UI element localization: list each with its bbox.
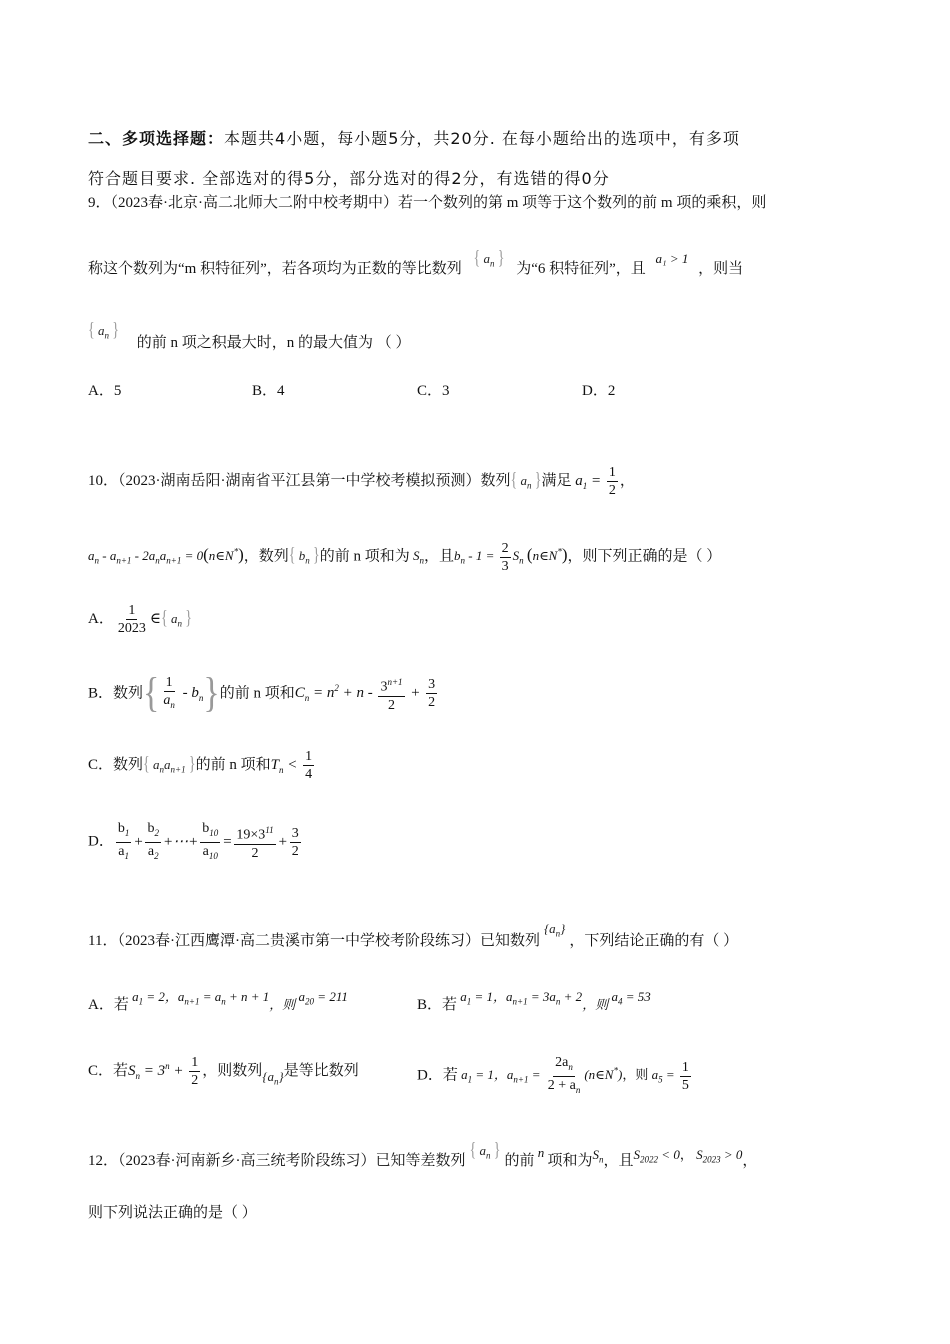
q9-option-a[interactable]: A．5 (88, 383, 122, 399)
q12-text-2: 则下列说法正确的是（ ） (88, 1205, 257, 1221)
q10-a1-label: $a_1$ = (571, 472, 605, 491)
q9-number: 9． (88, 195, 111, 211)
q9-text-1: 若一个数列的第 m 项等于这个数列的前 m 项的乘积，则 (398, 195, 767, 211)
q10-text-2d: ，则下列正确的是（ ） (567, 548, 722, 565)
q10-optC-label: C． (88, 756, 114, 773)
q10-optD-label: D． (88, 833, 114, 850)
q10-optA-fraction: $\frac{1}{2023}$ (117, 603, 146, 636)
q10-optC-text-a: 数列 (113, 756, 144, 773)
q9-line3 (88, 320, 411, 359)
q9-line1 (88, 192, 766, 214)
q9-line2 (88, 248, 744, 285)
q9-option-b[interactable]: B．4 (252, 383, 285, 399)
q10-optB-formula: $C_n = n^2 + n$ - $\frac{3^{n+1}}{2}$ + $\frac{3}{2}$ (295, 685, 439, 701)
q9-option-c[interactable]: C．3 (417, 383, 450, 399)
q10-text-2a: ，数列 (243, 548, 289, 565)
q9-a1-condition: a₁ > 1 (655, 251, 689, 266)
q11-line1 (88, 921, 739, 957)
q9-source: （2023春·北京·高二北师大二附中校考期中） (110, 195, 399, 211)
q10-optC-formula: $T_n$ < $\frac{1}{4}$ (270, 749, 313, 782)
q11-seq-an: $\{a_n\}$ (543, 921, 566, 939)
q10-optC-text-b: 的前 n 项和 (195, 756, 271, 773)
q9-text-2a: 称这个数列为“m 积特征列”，若各项均为正数的等比数列 (88, 261, 462, 277)
q12-text-1e: ， (742, 1153, 758, 1169)
q10-line2 (88, 540, 721, 575)
q10-optB-brace-left: { (143, 670, 160, 717)
q9-text-2c: ，则当 (698, 261, 744, 277)
q12-text-1a: 已知等差数列 (375, 1153, 466, 1169)
q11-text-1b: ，下列结论正确的有（ ） (569, 933, 739, 949)
q11-optD-label: D．若 (417, 1067, 458, 1084)
section-title: 二、多项选择题： (88, 129, 225, 148)
q11-option-b[interactable] (417, 989, 651, 1021)
q10-optB-label: B． (88, 685, 114, 702)
q12-text-1d: ，且 (603, 1153, 634, 1169)
q11-number: 11． (88, 933, 118, 949)
section-desc-2: 符合题目要求. 全部选对的得5分，部分选对的得2分，有选错的得0分 (88, 169, 610, 188)
q11-optC-label: C．若 (88, 1062, 129, 1079)
q12-n-var: n (534, 1145, 548, 1160)
q10-seq-bn: { $b_n$ } (288, 546, 320, 568)
q10-text-1b: 满足 (541, 472, 572, 489)
q11-optC-formula: $S_n = 3^n$ + $\frac{1}{2}$ (128, 1055, 199, 1088)
q10-text-1a: 数列 (480, 472, 511, 489)
q11-optC-text-a: ，则数列 (202, 1062, 263, 1079)
q9-seq-an-2: { $a_n$ } (88, 320, 119, 342)
q11-optB-formula: $a_1 = 1$，$a_{n+1} = 3a_n + 2$，则 $a_4 = 53$ (457, 989, 651, 1012)
section-header-line2 (88, 168, 610, 190)
q10-option-b[interactable] (88, 670, 439, 717)
q11-optD-formula: $a_1 = 1$，$a_{n+1}$ = $\frac{2a_n}{2 + a_n}$ (n∈N*)，则 $a_5$ = $\frac{1}{5}$ (457, 1055, 689, 1095)
q10-optB-text-a: 数列 (113, 685, 144, 702)
q11-option-d[interactable] (417, 1054, 693, 1099)
q10-recurrence: $a_n - a_{n+1} - 2a_na_{n+1}$ = 0(n∈N*) (88, 545, 244, 567)
q10-bn-relation: $b_n - 1$ = $\frac{2}{3}$ $S_n$ (n∈N*) (454, 541, 568, 574)
q10-source: （2023·湖南岳阳·湖南省平江县第一中学校考模拟预测） (118, 472, 481, 489)
q11-optB-label: B．若 (417, 997, 458, 1013)
q11-optC-seq: $\{a_n\}$ (262, 1068, 284, 1087)
section-header-line1 (88, 128, 740, 150)
q10-option-d[interactable] (88, 820, 303, 865)
q9-seq-an: { $a_n$ } (473, 248, 505, 270)
q10-optA-label: A． (88, 610, 114, 627)
q10-text-2b: 的前 n 项和为 (319, 548, 410, 565)
q9-text-2b: 为“6 积特征列”，且 (516, 261, 646, 277)
q10-optD-formula: $\frac{b_1}{a_1}$ + $\frac{b_2}{a_2}$ +⋯+ $\frac{b_{10}}{a_{10}}$ = $\frac{19\times 3^{11}}{2}$ + $\frac{3}{2}$ (117, 821, 299, 862)
q12-text-1c: 项和为 (547, 1153, 593, 1169)
q12-number: 12． (88, 1153, 119, 1169)
q12-text-1b: 的前 (504, 1153, 535, 1169)
q9-text-3: 的前 n 项之积最大时，n 的最大值为 （ ） (136, 335, 411, 351)
q11-text-1a: 已知数列 (479, 933, 540, 949)
q12-line2 (88, 1202, 257, 1224)
section-desc-1: 本题共4小题，每小题5分，共20分. 在每小题给出的选项中，有多项 (224, 129, 740, 148)
q10-Sn: $S_n$ (409, 548, 425, 567)
q10-optB-text-b: 的前 n 项和 (219, 685, 295, 702)
q10-optB-fraction: $\frac{1}{a_n}$ (163, 675, 175, 710)
q12-line1 (88, 1140, 758, 1177)
q11-option-a[interactable] (88, 989, 348, 1021)
q10-a1-fraction: $\frac{1}{2}$ (608, 465, 616, 498)
q11-optA-label: A．若 (88, 997, 129, 1013)
q12-seq-an: { $a_n$ } (469, 1140, 501, 1162)
q10-line1 (88, 464, 635, 499)
q10-optB-brace-right: } (203, 670, 220, 717)
q10-text-1c: ， (619, 472, 635, 489)
q11-source: （2023春·江西鹰潭·高二贵溪市第一中学校考阶段练习） (117, 933, 480, 949)
q10-option-c[interactable] (88, 748, 316, 783)
q9-option-d[interactable]: D．2 (582, 383, 616, 399)
q11-optC-text-b: 是等比数列 (283, 1062, 359, 1079)
q10-optA-in: ∈{ $a_n$ } (149, 608, 192, 630)
q12-Sn: $S_n$ (592, 1147, 604, 1165)
q10-optB-minus-bn: - $b_n$ (178, 685, 204, 704)
q10-optC-seq: { $a_na_{n+1}$ } (143, 754, 196, 776)
q12-source: （2023春·河南新乡·高三统考阶段练习） (118, 1153, 376, 1169)
q10-text-2c: ，且 (424, 548, 455, 565)
q10-seq-an: { $a_n$ } (510, 470, 542, 492)
q10-option-a[interactable] (88, 602, 192, 637)
q11-optA-formula: $a_1 = 2$，$a_{n+1} = a_n + n + 1$，则 $a_{20} = 211$ (128, 989, 348, 1012)
q12-condition: $S_{2022} < 0$， $S_{2023} > 0$ (633, 1147, 743, 1165)
q10-number: 10． (88, 472, 119, 489)
q11-option-c[interactable] (88, 1054, 359, 1089)
